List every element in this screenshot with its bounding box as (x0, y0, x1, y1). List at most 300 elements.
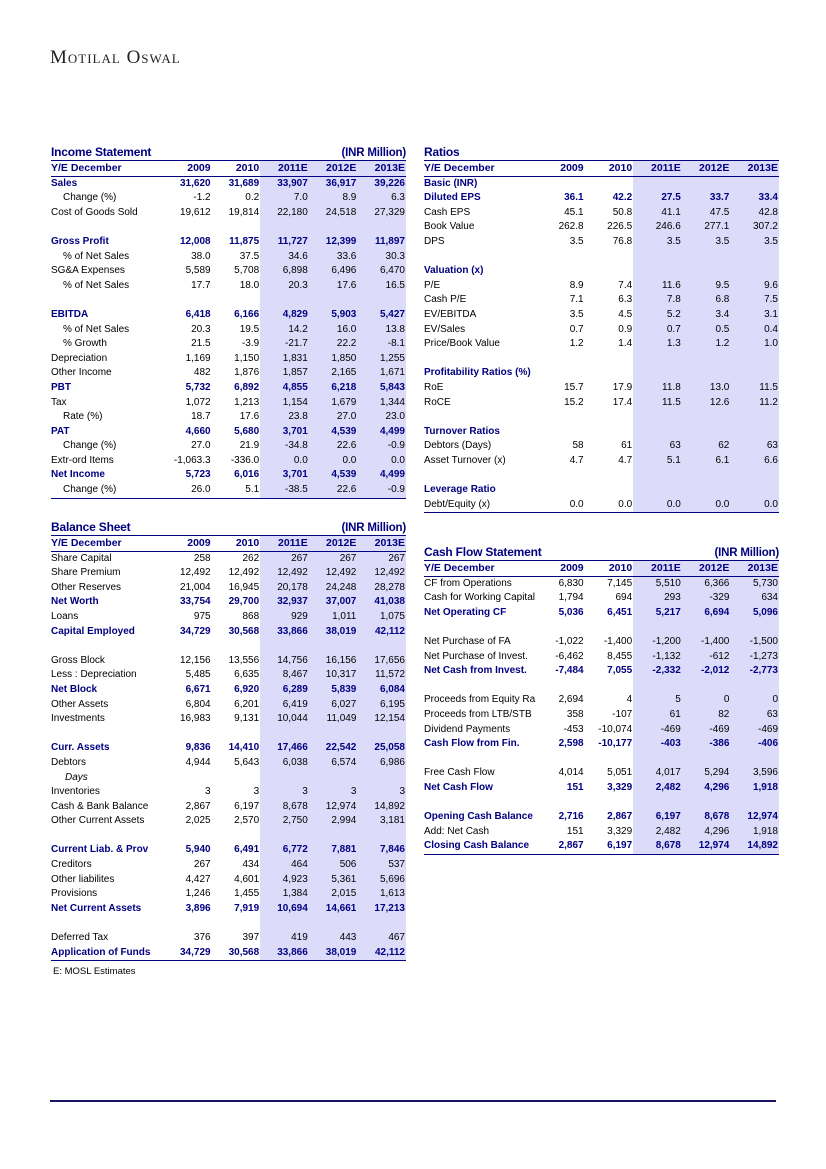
cell-value: 14.2 (260, 323, 309, 338)
cell-value: 12,974 (730, 810, 779, 825)
row-label: Deferred Tax (51, 932, 109, 944)
cell-value: 1,850 (309, 352, 358, 367)
row-label (424, 679, 536, 694)
cell-value: 13.0 (682, 381, 731, 396)
cell-value: 5,051 (607, 767, 633, 779)
table-row (424, 781, 779, 796)
cell-value (212, 916, 261, 931)
cell-value: -34.8 (260, 439, 309, 454)
column-header-year: 2011E (260, 536, 309, 551)
cell-value: 1,344 (357, 396, 406, 411)
cell-value: 3,329 (607, 781, 633, 793)
row-label: Net Cash Flow (424, 781, 493, 793)
row-label: Asset Turnover (x) (424, 454, 506, 466)
column-header-year: 2010 (585, 561, 634, 576)
cell-value (309, 727, 358, 742)
cell-value: -0.9 (357, 483, 406, 498)
cell-value: 6,574 (309, 756, 358, 771)
table-row (51, 293, 406, 308)
cell-value (633, 425, 682, 440)
cell-value: 9.5 (682, 279, 731, 294)
row-label: Less : Depreciation (51, 669, 137, 681)
cell-value: -453 (563, 723, 584, 735)
row-label: P/E (424, 279, 441, 291)
cell-value: 6,491 (234, 844, 260, 856)
cell-value: 5.1 (212, 483, 261, 498)
cell-value: 6,197 (633, 810, 682, 825)
row-label (51, 916, 163, 931)
cell-value (260, 771, 309, 786)
table-row (51, 625, 406, 640)
cell-value: 1,613 (357, 887, 406, 902)
cell-value: 32,937 (260, 595, 309, 610)
cell-value: 38,019 (309, 946, 358, 961)
cell-value: 1.0 (730, 337, 779, 352)
row-label: Change (%) (51, 483, 163, 498)
row-label: Net Block (51, 683, 98, 695)
row-label: PAT (51, 425, 70, 437)
estimates-note: E: MOSL Estimates (53, 966, 136, 977)
cell-value: 33,866 (260, 946, 309, 961)
cell-value: 37,007 (309, 595, 358, 610)
cell-value (212, 220, 261, 235)
cell-value: 3,896 (185, 902, 211, 914)
table-row (424, 708, 779, 723)
header-row (51, 536, 406, 551)
cell-value: 7,055 (607, 665, 633, 677)
cell-value: 8.9 (309, 191, 358, 206)
column-header-label: Y/E December (51, 536, 163, 551)
cell-value (309, 916, 358, 931)
cell-value: 6,804 (185, 698, 211, 710)
cell-value: 0.0 (585, 498, 634, 513)
row-label: Leverage Ratio (424, 484, 496, 496)
cell-value: 15.7 (564, 381, 584, 393)
column-header-year: 2009 (163, 161, 212, 176)
cell-value: 34,729 (180, 625, 211, 637)
cell-value: 39,226 (357, 176, 406, 191)
cell-value: 3.4 (682, 308, 731, 323)
cell-value: 4,427 (185, 873, 211, 885)
cell-value: 19,612 (180, 206, 211, 218)
column-header-year: 2010 (212, 536, 261, 551)
cell-value: 3 (253, 786, 260, 798)
cell-value (730, 352, 779, 367)
row-label: Price/Book Value (424, 338, 500, 350)
cell-value (357, 916, 406, 931)
table-row (51, 873, 406, 888)
row-label: Debt/Equity (x) (424, 498, 536, 513)
cell-value: 6.3 (357, 191, 406, 206)
cell-value (633, 264, 682, 279)
cell-value: 258 (193, 552, 211, 564)
cell-value (163, 727, 212, 742)
table-row (51, 610, 406, 625)
cell-value: -3.9 (241, 338, 260, 350)
cell-value: 2,025 (185, 815, 211, 827)
cell-value: 1.2 (569, 338, 584, 350)
cell-value: 12,974 (682, 839, 731, 854)
cell-value: 4 (626, 694, 633, 706)
cell-value (633, 796, 682, 811)
cell-value: 6,366 (682, 576, 731, 591)
cell-value (536, 468, 585, 483)
cell-value: 9.6 (730, 279, 779, 294)
row-label: Rate (%) (63, 411, 103, 423)
cell-value: 4,014 (558, 767, 584, 779)
cell-value: 1,679 (309, 396, 358, 411)
column-header-year: 2011E (633, 161, 682, 176)
table-row (424, 220, 779, 235)
cell-value: 3,701 (260, 468, 309, 483)
cell-value: 5,940 (185, 844, 211, 856)
table-unit: (INR Million) (714, 547, 779, 559)
table-row (424, 235, 779, 250)
column-header-year: 2010 (585, 161, 634, 176)
cell-value: 4,296 (682, 781, 731, 796)
cell-value: -107 (612, 708, 633, 720)
cell-value: 5,843 (357, 381, 406, 396)
cell-value: 6,027 (309, 698, 358, 713)
cell-value (730, 483, 779, 498)
cell-value (357, 220, 406, 235)
cell-value (633, 410, 682, 425)
cell-value: 10,694 (260, 902, 309, 917)
column-header-year: 2009 (163, 536, 212, 551)
row-label (424, 410, 536, 425)
row-label (424, 352, 536, 367)
cell-value: 23.8 (260, 410, 309, 425)
cell-value: 76.8 (612, 235, 633, 247)
cell-value: -10,074 (598, 723, 633, 735)
cell-value: 3.5 (682, 235, 731, 250)
table-title: Cash Flow Statement (424, 545, 542, 559)
cell-value: 21.9 (239, 440, 260, 452)
cell-value: 62 (682, 439, 731, 454)
table-row (51, 396, 406, 411)
cell-value: 6.8 (682, 293, 731, 308)
row-label: Proceeds from Equity Ra (424, 694, 536, 706)
row-label: Net Worth (51, 596, 99, 608)
cell-value: 2,015 (309, 887, 358, 902)
row-label: Dividend Payments (424, 723, 511, 735)
column-header-year: 2013E (730, 561, 779, 576)
cell-value: 6.3 (618, 294, 633, 306)
row-label: Net Purchase of FA (424, 635, 511, 647)
table-row (51, 381, 406, 396)
table-row (424, 323, 779, 338)
cell-value: 82 (682, 708, 731, 723)
cell-value: 22.6 (309, 439, 358, 454)
cell-value (633, 679, 682, 694)
cell-value (633, 468, 682, 483)
cell-value: -21.7 (260, 337, 309, 352)
cell-value (730, 366, 779, 381)
table-row (51, 654, 406, 669)
cell-value: 358 (566, 708, 584, 720)
cell-value: 5,096 (730, 606, 779, 621)
cell-value: 63 (730, 439, 779, 454)
table-row (51, 454, 406, 469)
table-row (424, 454, 779, 469)
cell-value: 34,729 (163, 946, 212, 961)
cell-value (730, 250, 779, 265)
cell-value: 6,289 (260, 683, 309, 698)
cell-value: 17,213 (357, 902, 406, 917)
row-label: Extr-ord Items (51, 454, 114, 466)
cell-value (633, 352, 682, 367)
cell-value: 0 (682, 693, 731, 708)
cell-value: 12,492 (180, 567, 211, 579)
table-row (424, 352, 779, 367)
row-label: Loans (51, 610, 79, 622)
column-header-label: Y/E December (51, 161, 163, 176)
table-row (424, 176, 779, 191)
table-row (424, 723, 779, 738)
table-row (51, 323, 406, 338)
cell-value: 5,361 (309, 873, 358, 888)
cell-value: 12,154 (357, 712, 406, 727)
cell-value: 7.8 (633, 293, 682, 308)
table-row (424, 191, 779, 206)
column-header-year: 2011E (260, 161, 309, 176)
table-row (51, 683, 406, 698)
cell-value: 17.7 (191, 279, 211, 291)
cell-value (309, 220, 358, 235)
table-row (51, 176, 406, 191)
cell-value: 31,620 (180, 177, 211, 189)
cell-value (682, 352, 731, 367)
row-label: Net Income (51, 469, 105, 481)
cell-value: 151 (566, 781, 584, 793)
table-row (424, 737, 779, 752)
cell-value: 6,892 (234, 381, 260, 393)
table-row (424, 308, 779, 323)
column-header-year: 2012E (682, 161, 731, 176)
cell-value: 5,839 (309, 683, 358, 698)
cell-value: 3 (205, 786, 211, 798)
cell-value: -1,132 (633, 650, 682, 665)
row-label: Cash Flow from Fin. (424, 738, 520, 750)
cell-value: 24,248 (309, 581, 358, 596)
cell-value: 0.0 (309, 454, 358, 469)
cell-value: 11,727 (260, 235, 309, 250)
cell-value: 50.8 (612, 206, 633, 218)
cell-value: 38.0 (191, 250, 211, 262)
cell-value: 6,830 (558, 577, 584, 589)
row-label: Net Operating CF (424, 606, 507, 618)
table-row (51, 352, 406, 367)
table-row (424, 664, 779, 679)
row-label: Gross Profit (51, 235, 109, 247)
cell-value: 5,723 (185, 469, 211, 481)
table-row (424, 410, 779, 425)
cell-value: 6.1 (682, 454, 731, 469)
cell-value: 16,156 (309, 654, 358, 669)
table-row (424, 468, 779, 483)
cell-value: 4,499 (357, 425, 406, 440)
cell-value: 38,019 (309, 625, 358, 640)
column-header-year: 2009 (536, 161, 585, 176)
cell-value (357, 829, 406, 844)
table-row (51, 425, 406, 440)
cell-value: 3,181 (357, 814, 406, 829)
table-row (424, 591, 779, 606)
row-label (424, 468, 536, 483)
table-row (51, 206, 406, 221)
cell-value: 3,329 (607, 825, 633, 837)
cell-value: 12.6 (682, 396, 731, 411)
table-row (51, 551, 406, 566)
cell-value: 22,542 (309, 741, 358, 756)
cell-value: 5,485 (185, 669, 211, 681)
cell-value: 2,994 (309, 814, 358, 829)
cell-value: 10,044 (260, 712, 309, 727)
cell-value: 8,455 (607, 650, 633, 662)
cell-value: 7.0 (260, 191, 309, 206)
column-header-year: 2009 (536, 561, 585, 576)
cell-value (212, 639, 261, 654)
cell-value: 1,246 (185, 888, 211, 900)
cell-value: 151 (566, 825, 584, 837)
row-label: DPS (424, 235, 445, 247)
cell-value: 5.2 (633, 308, 682, 323)
cell-value: 3.1 (730, 308, 779, 323)
cell-value: 61 (621, 440, 633, 452)
table-row (424, 483, 779, 498)
cell-value: -1,400 (603, 635, 633, 647)
cell-value: 12,974 (309, 800, 358, 815)
cell-value: 22,180 (260, 206, 309, 221)
cell-value: 2,867 (607, 811, 633, 823)
column-header-year: 2013E (357, 536, 406, 551)
cell-value: 61 (633, 708, 682, 723)
table-row (51, 800, 406, 815)
cell-value: 1,213 (234, 396, 260, 408)
cell-value: 18.7 (191, 411, 211, 423)
row-label: RoE (424, 381, 444, 393)
cell-value: 1,455 (234, 888, 260, 900)
cell-value: 4,923 (260, 873, 309, 888)
cell-value: 11.2 (730, 396, 779, 411)
cell-value: 6,898 (260, 264, 309, 279)
table-row (51, 308, 406, 323)
row-label: Current Liab. & Prov (51, 844, 149, 856)
table-row (424, 279, 779, 294)
cell-value: 27.5 (633, 191, 682, 206)
cell-value: 13.8 (357, 323, 406, 338)
cell-value (633, 176, 682, 191)
cell-value: 5,427 (357, 308, 406, 323)
cell-value: 8,678 (682, 810, 731, 825)
cell-value: 14,661 (309, 902, 358, 917)
row-label: PBT (51, 381, 71, 393)
row-label (424, 620, 536, 635)
table-unit: (INR Million) (341, 147, 406, 159)
cell-value: 7.5 (730, 293, 779, 308)
cell-value: 4,829 (260, 308, 309, 323)
cell-value (585, 620, 634, 635)
table-row (51, 439, 406, 454)
table-row (51, 829, 406, 844)
table-row (51, 581, 406, 596)
cell-value (309, 829, 358, 844)
cell-value (260, 829, 309, 844)
brand-logo: Motilal Oswal (50, 47, 181, 68)
table-row (424, 439, 779, 454)
cell-value (536, 483, 585, 498)
table-row (51, 483, 406, 498)
row-label: Profitability Ratios (%) (424, 367, 531, 379)
cell-value: 29,700 (228, 596, 260, 608)
cell-value: 7.1 (569, 294, 584, 306)
cell-value: -469 (633, 723, 682, 738)
table-row (51, 756, 406, 771)
row-label: Basic (INR) (424, 177, 478, 189)
cell-value: 33.7 (682, 191, 731, 206)
balance-sheet-table (51, 520, 406, 961)
row-label: EV/Sales (424, 323, 466, 335)
cell-value: 1,876 (234, 367, 260, 379)
table-row (51, 191, 406, 206)
row-label: Opening Cash Balance (424, 811, 533, 823)
table-row (51, 887, 406, 902)
cell-value: 5,680 (234, 425, 260, 437)
cell-value: 537 (357, 858, 406, 873)
cell-value: 36,917 (309, 176, 358, 191)
cell-value (585, 483, 634, 498)
cell-value: 25,058 (357, 741, 406, 756)
cell-value: 1,671 (357, 366, 406, 381)
cell-value: 262.8 (558, 221, 584, 233)
row-label: % of Net Sales (63, 323, 130, 335)
cell-value: 12,156 (180, 654, 211, 666)
row-label: Tax (51, 396, 67, 408)
cell-value (585, 250, 634, 265)
cell-value: 34.6 (260, 250, 309, 265)
cell-value (585, 176, 634, 191)
cell-value: 5,730 (730, 576, 779, 591)
cell-value (682, 483, 731, 498)
table-row (51, 741, 406, 756)
table-row (424, 366, 779, 381)
cell-value: 16,983 (180, 713, 211, 725)
cell-value (357, 771, 406, 786)
table-row (424, 606, 779, 621)
cell-value: 0.0 (536, 498, 585, 513)
cell-value: 7,881 (309, 843, 358, 858)
table-row (424, 264, 779, 279)
cell-value: -612 (682, 650, 731, 665)
table-row (51, 639, 406, 654)
cell-value: -2,332 (633, 664, 682, 679)
cell-value (682, 250, 731, 265)
cell-value: 4,855 (260, 381, 309, 396)
table-row (424, 839, 779, 854)
cell-value: 6,986 (357, 756, 406, 771)
cell-value (585, 468, 634, 483)
cell-value: 6,470 (357, 264, 406, 279)
cell-value (682, 410, 731, 425)
cell-value: 4,660 (185, 425, 211, 437)
row-label (424, 752, 536, 767)
cell-value: 267 (357, 551, 406, 566)
cell-value: 8,678 (633, 839, 682, 854)
row-label: Gross Block (51, 654, 105, 666)
cell-value: 1,154 (260, 396, 309, 411)
cell-value (536, 796, 585, 811)
column-header-year: 2012E (682, 561, 731, 576)
